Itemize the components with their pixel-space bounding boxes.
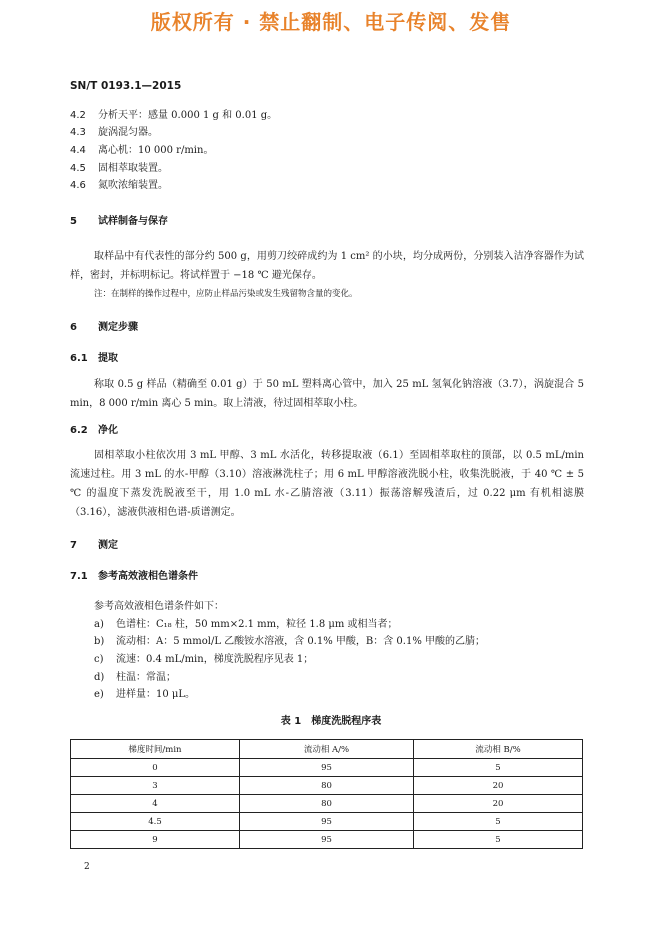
section-heading-7: 7 测定 [70,540,118,551]
hplc-condition-item: e) 进样量：10 μL。 [94,689,196,700]
section-heading-6-2: 6.2 净化 [70,425,118,436]
table-cell: 95 [239,759,413,777]
table-header-cell: 流动相 B/% [414,740,583,759]
table-cell: 0 [71,759,240,777]
hplc-condition-item: d) 柱温：常温； [94,672,176,683]
section-heading-7-1: 7.1 参考高效液相色谱条件 [70,571,198,582]
section-5-paragraph: 取样品中有代表性的部分约 500 g，用剪刀绞碎成约为 1 cm² 的小块，均分成两份，分别装入洁净容器作为试样，密封，并标明标记。将试样置于 −18 ℃ 避光保存。 [70,251,584,281]
table-cell: 5 [414,759,583,777]
table-cell: 20 [414,795,583,813]
hplc-condition-item: c) 流速：0.4 mL/min，梯度洗脱程序见表 1； [94,654,314,665]
table-cell: 20 [414,777,583,795]
table-cell: 9 [71,831,240,849]
hplc-condition-item: a) 色谱柱：C₁₈ 柱，50 mm×2.1 mm，粒径 1.8 μm 或相当者； [94,619,398,630]
table-cell: 4 [71,795,240,813]
table-row [71,831,583,849]
table-cell: 95 [239,831,413,849]
table-row [71,759,583,777]
copyright-banner: 版权所有 · 禁止翻制、电子传阅、发售 [150,10,512,34]
hplc-condition-item: b) 流动相：A：5 mmol/L 乙酸铵水溶液，含 0.1% 甲酸，B：含 0.1% 甲酸的乙腈； [94,636,486,647]
table-cell: 80 [239,777,413,795]
table-cell: 3 [71,777,240,795]
hplc-intro: 参考高效液相色谱条件如下： [94,601,224,612]
standard-number: SN/T 0193.1—2015 [70,80,182,92]
section-6-1-paragraph: 称取 0.5 g 样品（精确至 0.01 g）于 50 mL 塑料离心管中，加入 25 mL 氢氧化钠溶液（3.7），涡旋混合 5 min，8 000 r/min 离心 5 min。取上清液，待过固相萃取小柱。 [70,379,584,409]
equipment-item: 4.5 固相萃取装置。 [70,163,168,174]
table-header-row [71,740,583,759]
gradient-table [70,739,583,849]
equipment-item: 4.3 旋涡混匀器。 [70,127,158,138]
table-row [71,777,583,795]
table-caption: 表 1 梯度洗脱程序表 [280,716,382,727]
table-row [71,813,583,831]
section-5-note: 注：在制样的操作过程中，应防止样品污染或发生残留物含量的变化。 [94,289,358,299]
table-header-cell: 梯度时间/min [71,740,240,759]
equipment-item: 4.6 氮吹浓缩装置。 [70,180,168,191]
table-cell: 5 [414,831,583,849]
table-row [71,795,583,813]
table-cell: 5 [414,813,583,831]
equipment-item: 4.4 离心机：10 000 r/min。 [70,145,214,156]
section-heading-6: 6 测定步骤 [70,322,138,333]
table-header-cell: 流动相 A/% [239,740,413,759]
table-cell: 4.5 [71,813,240,831]
section-heading-5: 5 试样制备与保存 [70,216,168,227]
page-number: 2 [84,862,90,872]
table-cell: 80 [239,795,413,813]
section-heading-6-1: 6.1 提取 [70,353,118,364]
table-cell: 95 [239,813,413,831]
equipment-item: 4.2 分析天平：感量 0.000 1 g 和 0.01 g。 [70,110,278,121]
section-6-2-paragraph: 固相萃取小柱依次用 3 mL 甲醇、3 mL 水活化，转移提取液（6.1）至固相萃取柱的顶部，以 0.5 mL/min 流速过柱。用 3 mL 的水-甲醇（3.10）溶液淋洗柱子；用 6 mL 甲醇溶液洗脱小柱，收集洗脱液，于 40 ℃ ± 5 ℃ 的温度下蒸发洗脱液至干，用 1.0 mL 水-乙腈溶液（3.11）振荡溶解残渣后，过 0.22 μm 有机相滤膜（3.16），滤液供液相色谱-质谱测定。 [70,450,584,518]
